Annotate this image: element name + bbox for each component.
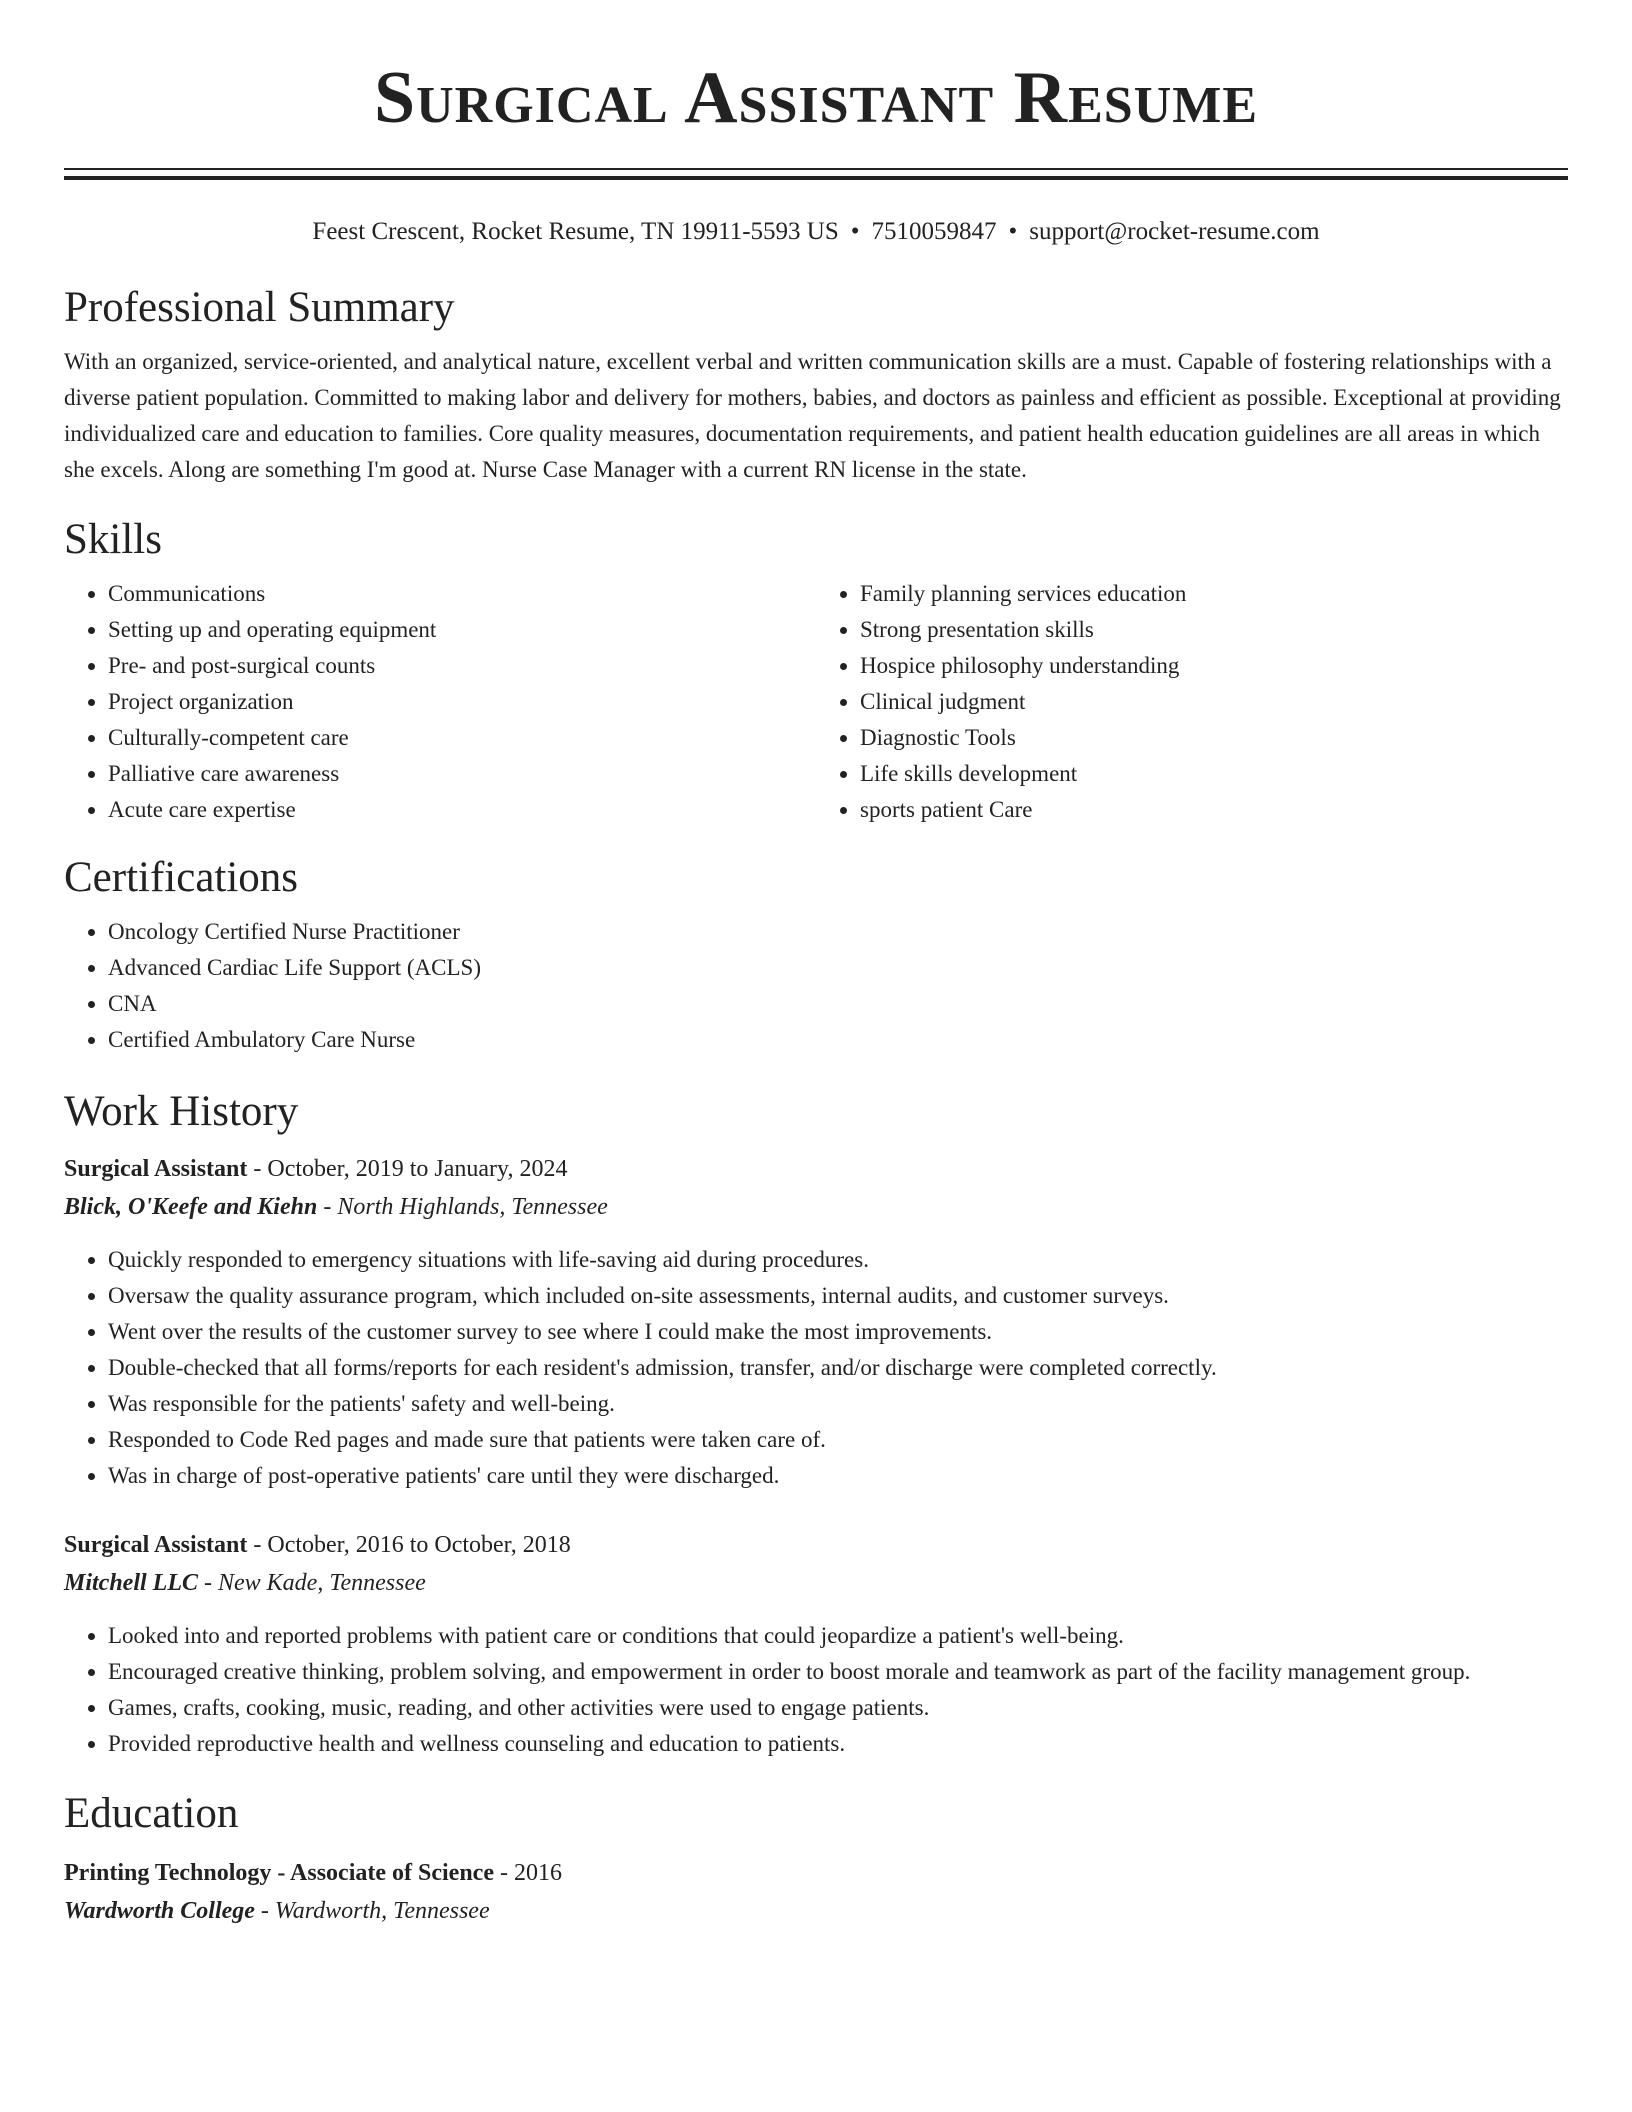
job-duty-item: • Responded to Code Red pages and made sure that patients were taken care of. — [108, 1422, 1568, 1458]
education-degree-line — [64, 1854, 1568, 1892]
education-heading: Education — [64, 1790, 239, 1837]
certification-item: • Advanced Cardiac Life Support (ACLS) — [108, 950, 1568, 986]
work-history-section — [64, 1086, 1568, 1762]
job-company-line — [64, 1564, 1568, 1602]
skills-column-right — [816, 576, 1568, 828]
job-duties-list — [64, 1242, 1568, 1494]
job-duty-item: • Went over the results of the customer survey to see where I could make the most improvements. — [108, 1314, 1568, 1350]
job-duty-item: • Encouraged creative thinking, problem solving, and empowerment in order to boost morale and teamwork as part of the facility management group. — [108, 1654, 1568, 1690]
job-duty-item: • Was responsible for the patients' safety and well-being. — [108, 1386, 1568, 1422]
summary-text: With an organized, service-oriented, and analytical nature, excellent verbal and written communication skills are a must. Capable of fostering relationships with a diverse patient population. Committed to making labor and delivery for mothers, babies, and doctors as painless and efficient as possible. Exceptional at providing individualized care and education to families. Core quality measures, documentation requirements, and patient health education guidelines are all areas in which she excels. Along are something I'm good at. Nurse Case Manager with a current RN license in the state. — [64, 349, 1561, 482]
job-duty-item: • Looked into and reported problems with patient care or conditions that could jeopardize a patient's well-being. — [108, 1618, 1568, 1654]
job-dates: - October, 2016 to October, 2018 — [247, 1532, 571, 1558]
education-year: - 2016 — [493, 1860, 562, 1886]
summary-section — [64, 282, 1568, 488]
certification-item: • Certified Ambulatory Care Nurse — [108, 1022, 1568, 1058]
resume-title: Surgical Assistant Resume — [373, 57, 1259, 139]
job-duty-item: • Provided reproductive health and wellness counseling and education to patients. — [108, 1726, 1568, 1762]
work-history-heading: Work History — [64, 1088, 299, 1135]
education-degree: Printing Technology - Associate of Science — [64, 1860, 494, 1886]
skills-section — [64, 514, 1568, 828]
certification-item: • Oncology Certified Nurse Practitioner — [108, 914, 1568, 950]
contact-line — [64, 216, 1568, 248]
skill-item: • sports patient Care — [860, 792, 1568, 828]
skills-columns — [64, 576, 1568, 828]
job-duty-item: • Quickly responded to emergency situations with life-saving aid during procedures. — [108, 1242, 1568, 1278]
certifications-list — [64, 914, 1568, 1058]
title-divider-thick — [64, 176, 1568, 180]
job-location: - New Kade, Tennessee — [198, 1570, 426, 1596]
contact-separator: • — [850, 218, 860, 245]
education-school: Wardworth College — [64, 1898, 255, 1924]
job-company-line — [64, 1188, 1568, 1226]
skills-list-left — [64, 576, 816, 828]
skill-item: • Diagnostic Tools — [860, 720, 1568, 756]
skill-item: • Palliative care awareness — [108, 756, 816, 792]
education-entry — [64, 1854, 1568, 1930]
job-title-line — [64, 1526, 1568, 1564]
contact-address: Feest Crescent, Rocket Resume, TN 19911-5593 US — [312, 218, 839, 245]
certification-item: • CNA — [108, 986, 1568, 1022]
job-duty-item: • Oversaw the quality assurance program, which included on-site assessments, internal audits, and customer surveys. — [108, 1278, 1568, 1314]
job-entry — [64, 1150, 1568, 1494]
job-location: - North Highlands, Tennessee — [317, 1194, 608, 1220]
job-title-line — [64, 1150, 1568, 1188]
job-duty-item: • Double-checked that all forms/reports for each resident's admission, transfer, and/or discharge were completed correctly. — [108, 1350, 1568, 1386]
job-duty-item: • Games, crafts, cooking, music, reading, and other activities were used to engage patients. — [108, 1690, 1568, 1726]
skill-item: • Life skills development — [860, 756, 1568, 792]
job-dates: - October, 2019 to January, 2024 — [247, 1156, 568, 1182]
education-section — [64, 1788, 1568, 1930]
skills-column-left — [64, 576, 816, 828]
skill-item: • Communications — [108, 576, 816, 612]
skills-heading: Skills — [64, 516, 162, 563]
job-title: Surgical Assistant — [64, 1532, 248, 1558]
job-entry — [64, 1526, 1568, 1762]
education-school-line — [64, 1892, 1568, 1930]
certifications-section — [64, 852, 1568, 1058]
skill-item: • Setting up and operating equipment — [108, 612, 816, 648]
contact-separator: • — [1008, 218, 1018, 245]
skill-item: • Project organization — [108, 684, 816, 720]
job-title: Surgical Assistant — [64, 1156, 248, 1182]
job-duties-list — [64, 1618, 1568, 1762]
skill-item: • Hospice philosophy understanding — [860, 648, 1568, 684]
skill-item: • Family planning services education — [860, 576, 1568, 612]
skill-item: • Acute care expertise — [108, 792, 816, 828]
title-divider-thin — [64, 168, 1568, 170]
job-company: Mitchell LLC — [64, 1570, 198, 1596]
education-location: - Wardworth, Tennessee — [254, 1898, 490, 1924]
job-company: Blick, O'Keefe and Kiehn — [64, 1194, 318, 1220]
skills-list-right — [816, 576, 1568, 828]
job-duty-item: • Was in charge of post-operative patients' care until they were discharged. — [108, 1458, 1568, 1494]
skill-item: • Pre- and post-surgical counts — [108, 648, 816, 684]
summary-heading: Professional Summary — [64, 284, 455, 331]
skill-item: • Culturally-competent care — [108, 720, 816, 756]
skill-item: • Clinical judgment — [860, 684, 1568, 720]
certifications-heading: Certifications — [64, 854, 299, 901]
skill-item: • Strong presentation skills — [860, 612, 1568, 648]
contact-email: support@rocket-resume.com — [1029, 218, 1320, 245]
contact-phone: 7510059847 — [871, 218, 997, 245]
